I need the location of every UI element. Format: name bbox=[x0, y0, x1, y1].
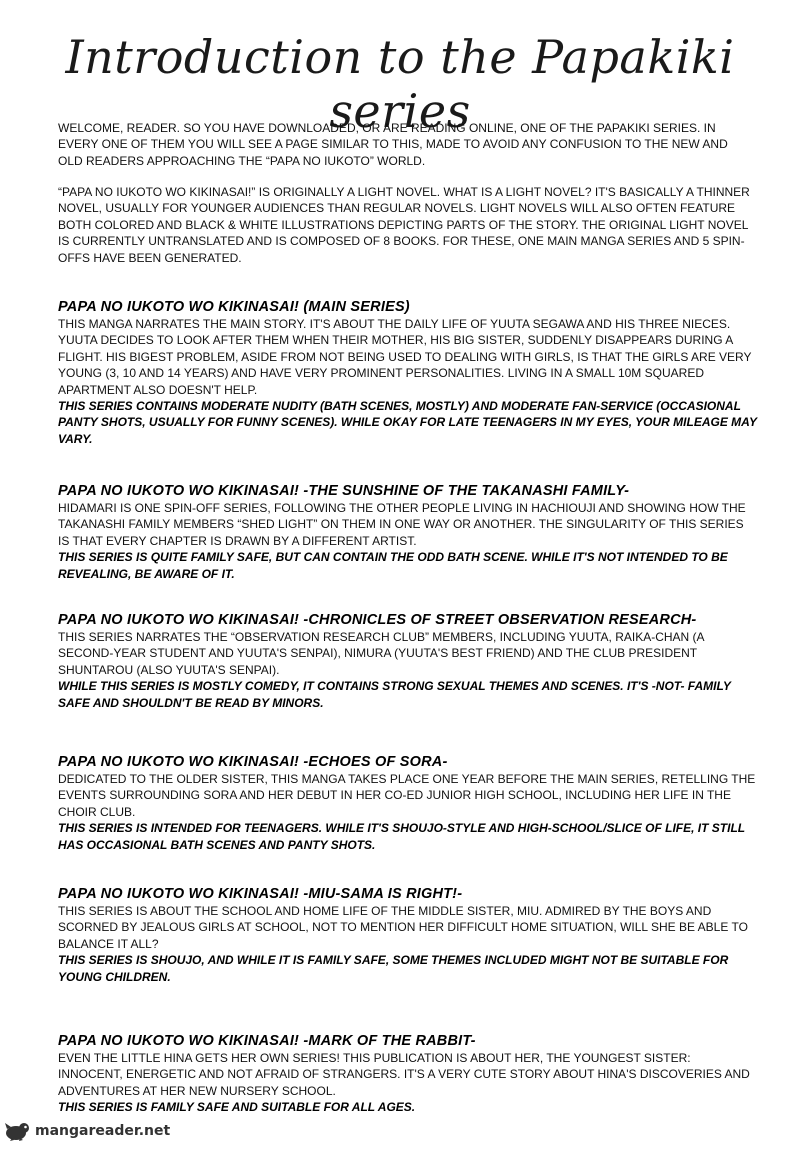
section-mark-of-the-rabbit bbox=[58, 1032, 758, 1116]
section-heading: PAPA NO IUKOTO WO KIKINASAI! -CHRONICLES OF STREET OBSERVATION RESEARCH- bbox=[58, 612, 697, 628]
section-heading: PAPA NO IUKOTO WO KIKINASAI! -MARK OF THE RABBIT- bbox=[58, 1033, 476, 1049]
watermark bbox=[4, 1120, 170, 1142]
section-body: THIS SERIES IS ABOUT THE SCHOOL AND HOME LIFE OF THE MIDDLE SISTER, MIU. ADMIRED BY THE BOYS AND SCORNED BY JEALOUS GIRLS AT SCHOOL, NOT TO MENTION HER DIFFICULT HOME SITUATION, WILL SHE BE ABLE TO BALANCE IT ALL? bbox=[58, 904, 748, 951]
section-warning: WHILE THIS SERIES IS MOSTLY COMEDY, IT CONTAINS STRONG SEXUAL THEMES AND SCENES. IT'S -NOT- FAMILY SAFE AND SHOULDN'T BE READ BY MINORS. bbox=[58, 679, 731, 710]
mascot-icon bbox=[4, 1121, 32, 1141]
section-heading: PAPA NO IUKOTO WO KIKINASAI! (MAIN SERIES) bbox=[58, 299, 410, 315]
section-chronicles bbox=[58, 611, 758, 711]
watermark-text: mangareader.net bbox=[35, 1123, 171, 1139]
section-echoes-of-sora bbox=[58, 753, 758, 853]
section-miu-sama bbox=[58, 885, 758, 985]
section-warning: THIS SERIES IS SHOUJO, AND WHILE IT IS FAMILY SAFE, SOME THEMES INCLUDED MIGHT NOT BE SUITABLE FOR YOUNG CHILDREN. bbox=[58, 953, 729, 984]
section-heading: PAPA NO IUKOTO WO KIKINASAI! -MIU-SAMA IS RIGHT!- bbox=[58, 886, 463, 902]
intro-paragraph-2: “PAPA NO IUKOTO WO KIKINASAI!” IS ORIGINALLY A LIGHT NOVEL. WHAT IS A LIGHT NOVEL? IT'S BASICALLY A THINNER NOVEL, USUALLY FOR YOUNGER AUDIENCES THAN REGULAR NOVELS. LIGHT NOVELS WILL ALSO OFTEN FEATURE BOTH COLORED AND BLACK & WHITE ILLUSTRATIONS DEPICTING PARTS OF THE STORY. THE ORIGINAL LIGHT NOVEL IS CURRENTLY UNTRANSLATED AND IS COMPOSED OF 8 BOOKS. FOR THESE, ONE MAIN MANGA SERIES AND 5 SPIN-OFFS HAVE BEEN GENERATED. bbox=[58, 185, 750, 265]
section-warning: THIS SERIES IS QUITE FAMILY SAFE, BUT CAN CONTAIN THE ODD BATH SCENE. WHILE IT'S NOT INTENDED TO BE REVEALING, BE AWARE OF IT. bbox=[58, 550, 728, 581]
section-body: DEDICATED TO THE OLDER SISTER, THIS MANGA TAKES PLACE ONE YEAR BEFORE THE MAIN SERIES, RETELLING THE EVENTS SURROUNDING SORA AND HER DEBUT IN HER CO-ED JUNIOR HIGH SCHOOL, INCLUDING HER LIFE IN THE CHOIR CLUB. bbox=[58, 772, 756, 819]
intro-paragraph-1: WELCOME, READER. SO YOU HAVE DOWNLOADED, OR ARE READING ONLINE, ONE OF THE PAPAKIKI SERIES. IN EVERY ONE OF THEM YOU WILL SEE A PAGE SIMILAR TO THIS, MADE TO AVOID ANY CONFUSION TO THE NEW AND OLD READERS APPROACHING THE “PAPA NO IUKOTO” WORLD. bbox=[58, 121, 728, 168]
section-warning: THIS SERIES CONTAINS MODERATE NUDITY (BATH SCENES, MOSTLY) AND MODERATE FAN-SERVICE (OCCASIONAL PANTY SHOTS, USUALLY FOR FUNNY SCENES). WHILE OKAY FOR LATE TEENAGERS IN MY EYES, YOUR MILEAGE MAY VARY. bbox=[58, 399, 757, 446]
section-body: THIS SERIES NARRATES THE “OBSERVATION RESEARCH CLUB” MEMBERS, INCLUDING YUUTA, RAIKA-CHAN (A SECOND-YEAR STUDENT AND YUUTA'S SENPAI), NIMURA (YUUTA'S BEST FRIEND) AND THE CLUB PRESIDENT SHUNTAROU (ALSO YUUTA'S SENPAI). bbox=[58, 630, 704, 677]
section-heading: PAPA NO IUKOTO WO KIKINASAI! -THE SUNSHINE OF THE TAKANASHI FAMILY- bbox=[58, 483, 630, 499]
section-sunshine bbox=[58, 482, 758, 582]
section-body: EVEN THE LITTLE HINA GETS HER OWN SERIES! THIS PUBLICATION IS ABOUT HER, THE YOUNGEST SISTER: INNOCENT, ENERGETIC AND NOT AFRAID OF STRANGERS. IT'S A VERY CUTE STORY ABOUT HINA'S DISCOVERIES AND ADVENTURES AT HER NEW NURSERY SCHOOL. bbox=[58, 1051, 750, 1098]
page-title: Introduction to the Papakiki series bbox=[65, 30, 735, 138]
section-main-series bbox=[58, 298, 758, 447]
section-body: THIS MANGA NARRATES THE MAIN STORY. IT'S ABOUT THE DAILY LIFE OF YUUTA SEGAWA AND HIS THREE NIECES. YUUTA DECIDES TO LOOK AFTER THEM WHEN THEIR MOTHER, HIS BIG SISTER, SUDDENLY DISAPPEARS DURING A FLIGHT. HIS BIGEST PROBLEM, ASIDE FROM NOT BEING USED TO DEALING WITH GIRLS, IS THAT THE GIRLS ARE VERY YOUNG (3, 10 AND 14 YEARS) AND HAVE VERY PROMINENT PERSONALITIES. LIVING IN A SMALL 10M SQUARED APARTMENT ALSO DOESN'T HELP. bbox=[58, 317, 752, 397]
section-heading: PAPA NO IUKOTO WO KIKINASAI! -ECHOES OF SORA- bbox=[58, 754, 448, 770]
section-warning: THIS SERIES IS INTENDED FOR TEENAGERS. WHILE IT'S SHOUJO-STYLE AND HIGH-SCHOOL/SLICE OF LIFE, IT STILL HAS OCCASIONAL BATH SCENES AND PANTY SHOTS. bbox=[58, 821, 745, 852]
section-body: HIDAMARI IS ONE SPIN-OFF SERIES, FOLLOWING THE OTHER PEOPLE LIVING IN HACHIOUJI AND SHOWING HOW THE TAKANASHI FAMILY MEMBERS “SHED LIGHT” ON THEM IN ONE WAY OR ANOTHER. THE SINGULARITY OF THIS SERIES IS THAT EVERY CHAPTER IS DRAWN BY A DIFFERENT ARTIST. bbox=[58, 501, 746, 548]
section-warning: THIS SERIES IS FAMILY SAFE AND SUITABLE FOR ALL AGES. bbox=[58, 1100, 416, 1115]
